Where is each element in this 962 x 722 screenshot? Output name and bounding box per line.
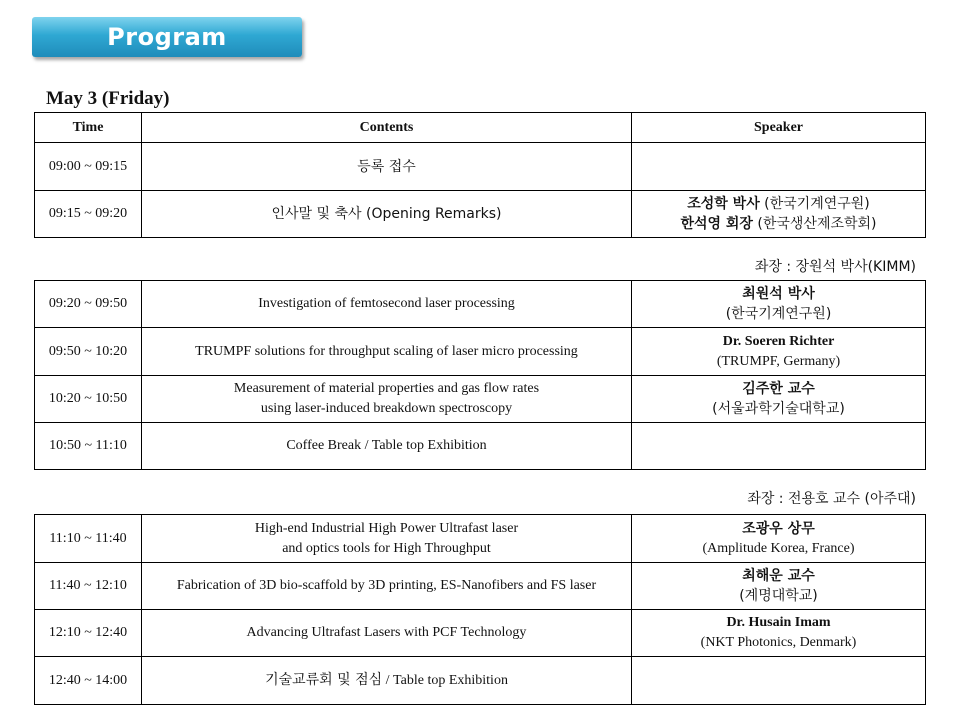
- time-cell: 11:40 ~ 12:10: [35, 563, 142, 610]
- time-cell: 09:00 ~ 09:15: [35, 143, 142, 191]
- speaker-affil: (한국생산제조학회): [752, 216, 877, 232]
- header-speaker: Speaker: [632, 113, 926, 143]
- speaker-affil: (계명대학교): [739, 588, 818, 604]
- time-cell: 12:40 ~ 14:00: [35, 657, 142, 705]
- speaker-name: 한석영 회장: [680, 216, 753, 232]
- table-row: [35, 657, 926, 705]
- speaker-cell: [632, 563, 926, 610]
- speaker-name: 김주한 교수: [742, 381, 815, 397]
- content-cell: 인사말 및 축사 (Opening Remarks): [142, 191, 632, 238]
- content-cell: [142, 376, 632, 423]
- content-cell: TRUMPF solutions for throughput scaling of laser micro processing: [142, 328, 632, 376]
- session-chair: 좌장 : 장원석 박사(KIMM): [754, 259, 916, 275]
- speaker-cell: [632, 657, 926, 705]
- speaker-name: 조성학 박사: [687, 196, 760, 212]
- program-banner: [32, 17, 302, 57]
- content-line: Measurement of material properties and gas flow rates: [233, 381, 540, 396]
- table-row: [35, 563, 926, 610]
- speaker-cell: [632, 328, 926, 376]
- speaker-cell: [632, 281, 926, 328]
- time-cell: 10:50 ~ 11:10: [35, 423, 142, 470]
- speaker-cell: [632, 515, 926, 563]
- speaker-affil: (NKT Photonics, Denmark): [700, 635, 857, 650]
- day-title: May 3 (Friday): [46, 88, 170, 109]
- speaker-name: 조광우 상무: [742, 520, 815, 537]
- table-row: [35, 515, 926, 563]
- speaker-name: Dr. Soeren Richter: [722, 333, 835, 349]
- time-cell: 09:20 ~ 09:50: [35, 281, 142, 328]
- table-row: [35, 281, 926, 328]
- table-row: [35, 423, 926, 470]
- speaker-name: Dr. Husain Imam: [726, 615, 831, 630]
- header-contents: Contents: [142, 113, 632, 143]
- time-cell: 12:10 ~ 12:40: [35, 610, 142, 657]
- content-line: and optics tools for High Throughput: [282, 540, 491, 556]
- content-line: High-end Industrial High Power Ultrafast laser: [254, 520, 519, 536]
- session-chair: 좌장 : 전용호 교수 (아주대): [747, 491, 916, 507]
- speaker-affil: (한국기계연구원): [759, 196, 870, 212]
- content-cell: Investigation of femtosecond laser processing: [142, 281, 632, 328]
- speaker-cell: [632, 191, 926, 238]
- table-row: [35, 610, 926, 657]
- content-en: / Table top Exhibition: [382, 673, 508, 688]
- speaker-cell: [632, 610, 926, 657]
- speaker-cell: [632, 376, 926, 423]
- content-cell: Coffee Break / Table top Exhibition: [142, 423, 632, 470]
- header-time: Time: [35, 113, 142, 143]
- content-cell: [142, 657, 632, 705]
- speaker-name: 최해운 교수: [742, 568, 815, 584]
- content-kr: 기술교류회 및 점심: [265, 672, 383, 688]
- time-cell: 10:20 ~ 10:50: [35, 376, 142, 423]
- table-header-row: [35, 113, 926, 143]
- speaker-cell: [632, 423, 926, 470]
- content-cell: [142, 515, 632, 563]
- schedule-table-session-1: [34, 280, 926, 470]
- schedule-table-opening: [34, 112, 926, 238]
- table-row: [35, 191, 926, 238]
- speaker-cell: [632, 143, 926, 191]
- speaker-name: 최원석 박사: [742, 286, 815, 302]
- time-cell: 09:15 ~ 09:20: [35, 191, 142, 238]
- table-row: [35, 328, 926, 376]
- speaker-affil: (서울과학기술대학교): [712, 401, 845, 417]
- time-cell: 11:10 ~ 11:40: [35, 515, 142, 563]
- table-row: [35, 143, 926, 191]
- table-row: [35, 376, 926, 423]
- banner-label: Program: [107, 23, 227, 51]
- schedule-table-session-2: [34, 514, 926, 705]
- content-line: using laser-induced breakdown spectroscopy: [260, 401, 513, 416]
- speaker-affil: (Amplitude Korea, France): [702, 540, 855, 556]
- time-cell: 09:50 ~ 10:20: [35, 328, 142, 376]
- speaker-affil: (한국기계연구원): [725, 306, 832, 322]
- content-cell: Advancing Ultrafast Lasers with PCF Technology: [142, 610, 632, 657]
- content-cell: 등록 접수: [142, 143, 632, 191]
- speaker-affil: (TRUMPF, Germany): [716, 353, 841, 369]
- content-cell: Fabrication of 3D bio-scaffold by 3D printing, ES-Nanofibers and FS laser: [142, 563, 632, 610]
